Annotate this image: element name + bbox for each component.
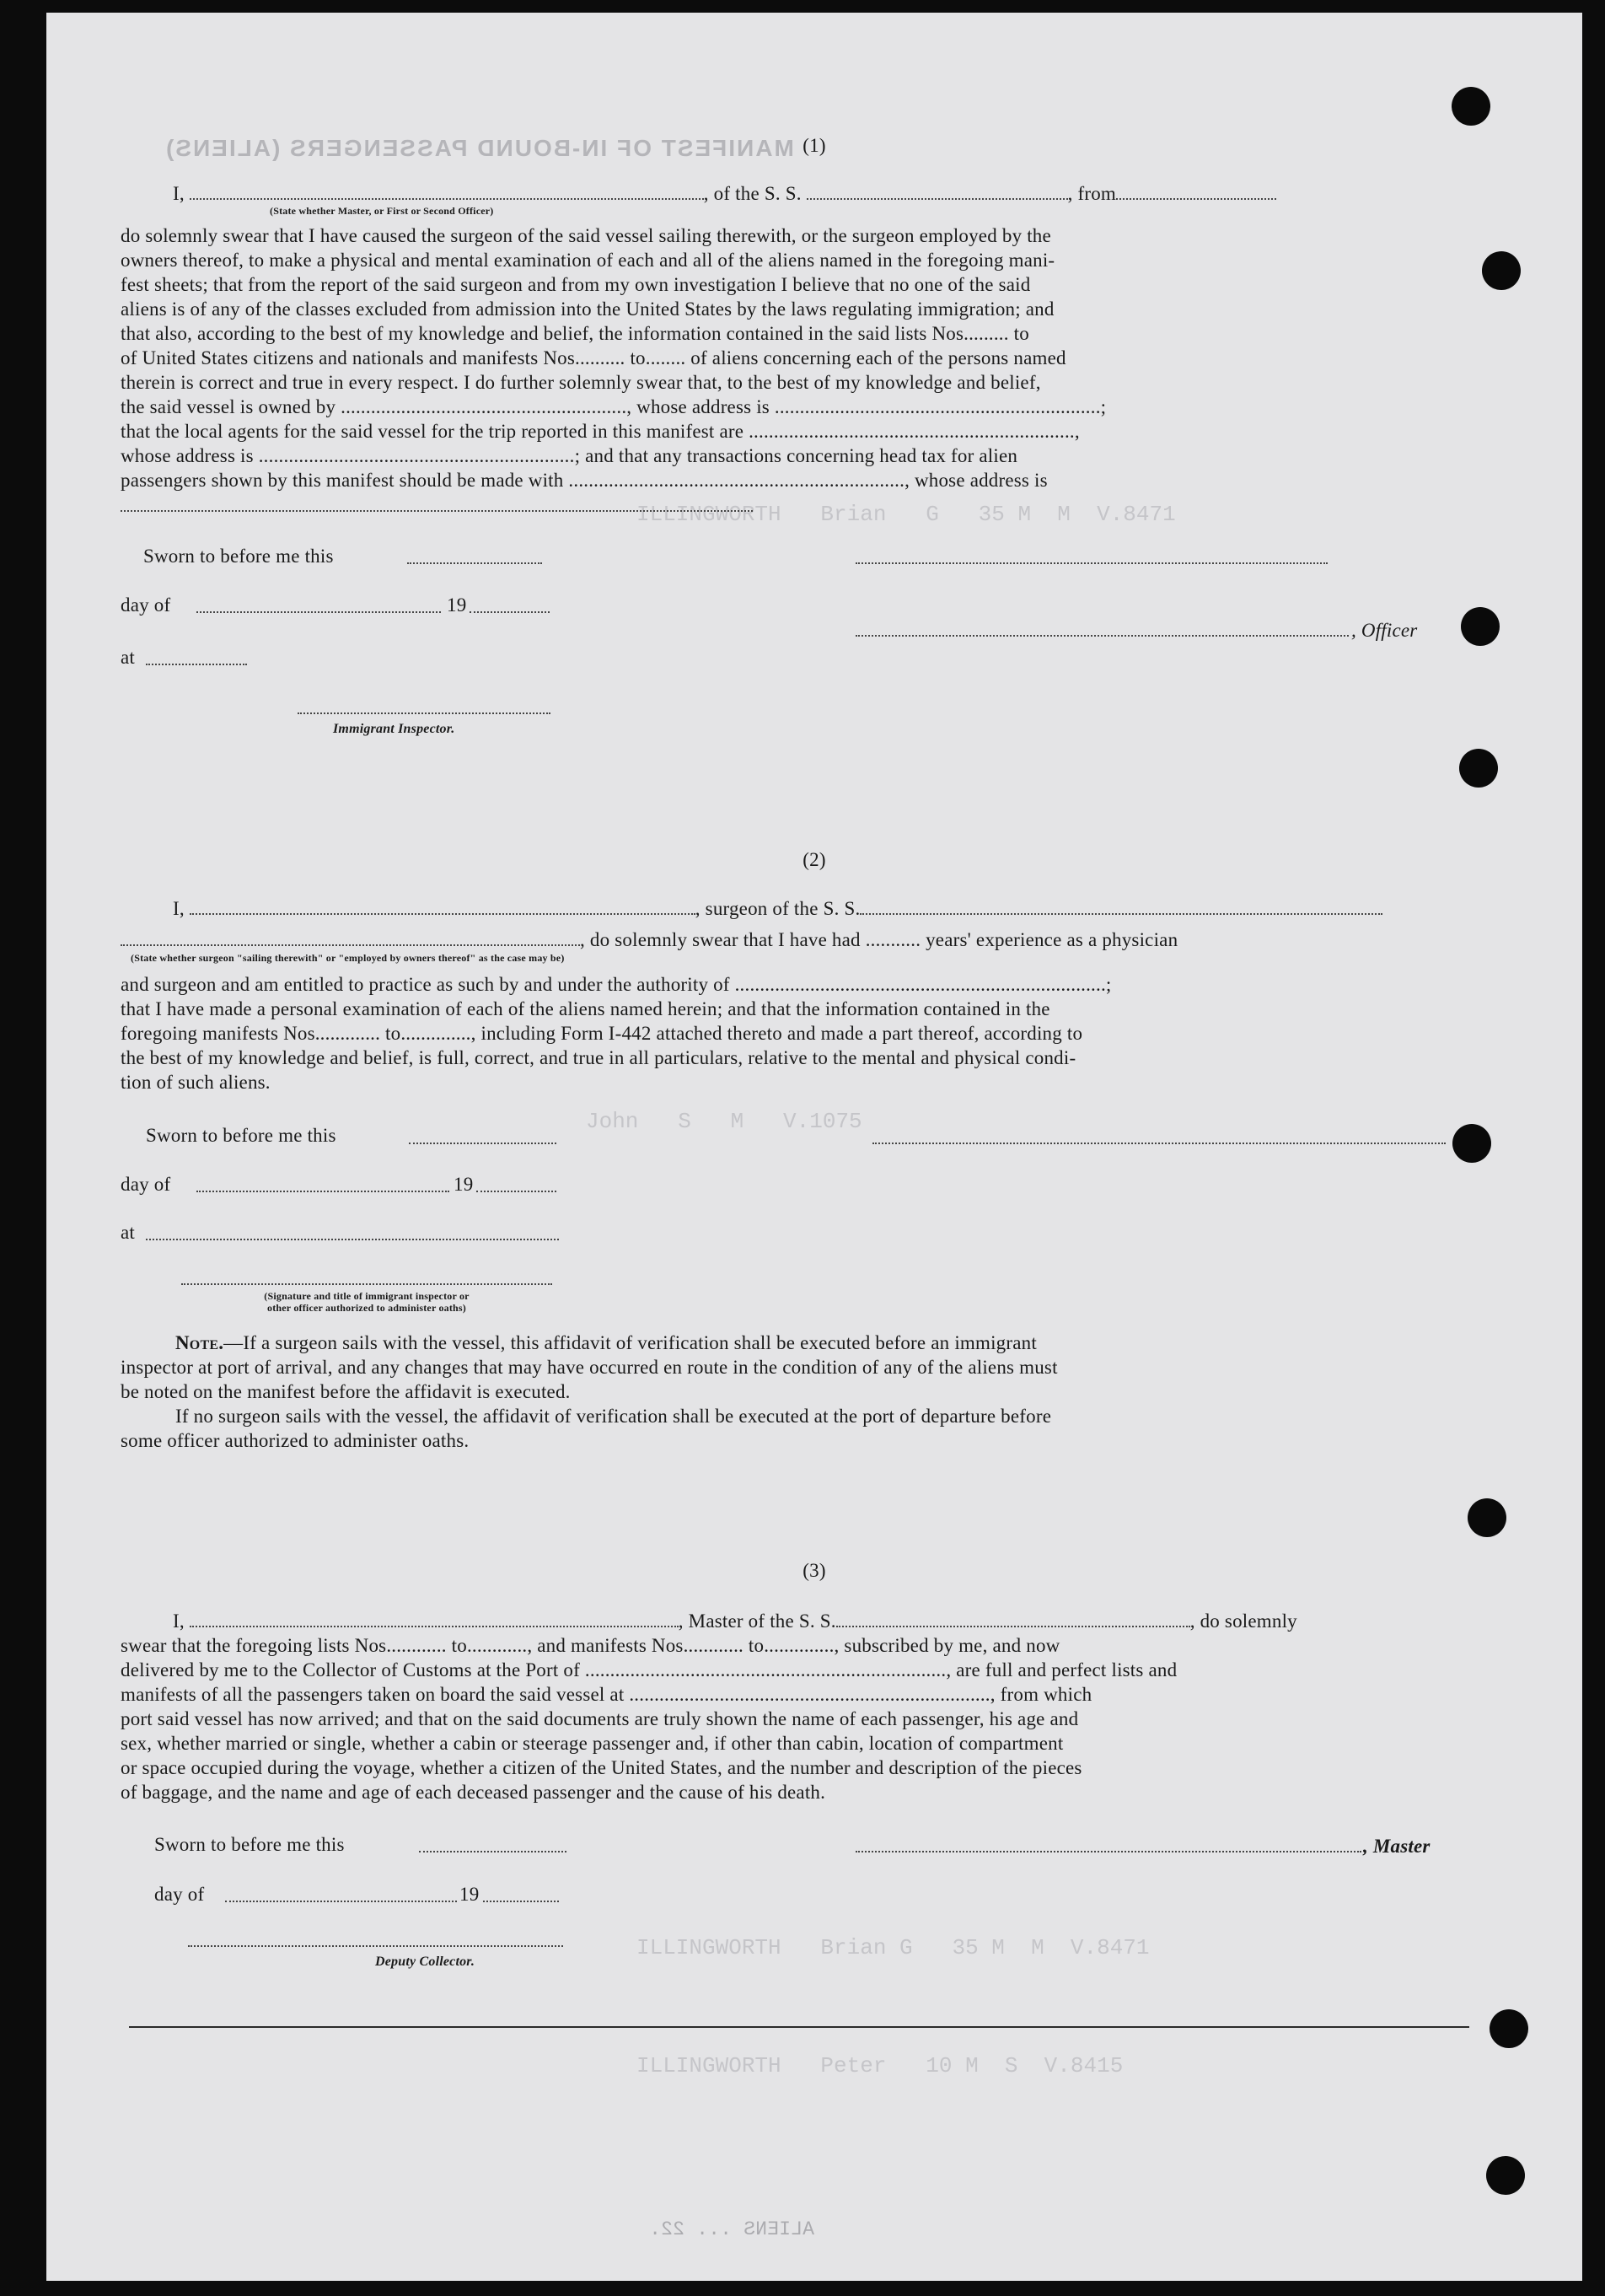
signature-note-line: (Signature and title of immigrant inspector or: [264, 1290, 470, 1302]
punch-hole: [1452, 1124, 1491, 1163]
solemnly-label: , do solemnly: [1189, 1610, 1297, 1632]
day-of-label: day of: [154, 1884, 205, 1905]
bleed-through-text: ILLINGWORTH Peter 10 M S V.8415: [636, 2053, 1124, 2078]
sworn-date-field[interactable]: [407, 562, 542, 564]
bleed-through-text: ILLINGWORTH Brian G 35 M M V.8471: [636, 502, 1176, 527]
sworn-date-field[interactable]: [419, 1851, 566, 1852]
at-field[interactable]: [146, 1239, 559, 1240]
punch-hole: [1468, 1498, 1506, 1537]
address-field[interactable]: [121, 510, 753, 512]
body-line: tion of such aliens.: [121, 1072, 271, 1093]
year-field[interactable]: [476, 1191, 556, 1192]
day-field[interactable]: [196, 611, 441, 613]
master-ss-label: , Master of the S. S.: [678, 1610, 836, 1632]
section-3-oath-line: [173, 1609, 1297, 1633]
inspector-signature-field[interactable]: [298, 712, 550, 714]
year-field[interactable]: [470, 611, 550, 613]
of-ss-label: , of the S. S.: [703, 183, 807, 204]
master-name-field[interactable]: [190, 198, 704, 200]
body-line: the best of my knowledge and belief, is full, correct, and true in all particulars, relative to the mental and physical condi-: [121, 1047, 1076, 1068]
note-label: Note.: [175, 1332, 224, 1353]
body-line: passengers shown by this manifest should be made with ..................................................................., whose address is: [121, 470, 1048, 491]
section-1-number: (1): [802, 135, 826, 156]
year-prefix: 19: [459, 1884, 480, 1905]
punch-hole: [1486, 2156, 1525, 2195]
body-line: that I have made a personal examination of each of the aliens named herein; and that the information contained in the: [121, 998, 1050, 1019]
inspector-signature-field[interactable]: [181, 1283, 552, 1285]
body-line: fest sheets; that from the report of the said surgeon and from my own investigation I believe that no one of the said: [121, 274, 1031, 295]
punch-hole: [1459, 749, 1498, 788]
master-vessel-field[interactable]: [836, 1626, 1190, 1627]
note-line: be noted on the manifest before the affidavit is executed.: [121, 1381, 571, 1402]
bottom-divider: [129, 2026, 1469, 2028]
note-text: —If a surgeon sails with the vessel, this affidavit of verification shall be executed before an immigrant: [223, 1332, 1037, 1353]
body-line: therein is correct and true in every respect. I do further solemnly swear that, to the best of my knowledge and belief,: [121, 372, 1041, 393]
note-line: [175, 1331, 1037, 1355]
year-prefix: 19: [447, 594, 467, 616]
sworn-label: Sworn to before me this: [143, 546, 334, 567]
section-1-oath-line: [173, 181, 1463, 206]
surgeon-name-field[interactable]: [190, 913, 695, 915]
pronoun-i: I,: [173, 1610, 190, 1632]
body-line: or space occupied during the voyage, whether a citizen of the United States, and the number and description of the pieces: [121, 1757, 1082, 1778]
day-field[interactable]: [196, 1191, 449, 1192]
punch-hole: [1490, 2009, 1528, 2048]
body-line: whose address is ...............................................................; and that any transactions concerning head tax for alien: [121, 445, 1018, 466]
master-note: (State whether Master, or First or Second Officer): [270, 205, 494, 217]
note-line: some officer authorized to administer oaths.: [121, 1430, 470, 1451]
body-line: owners thereof, to make a physical and mental examination of each and all of the aliens named in the foregoing mani-: [121, 250, 1055, 271]
body-line: of baggage, and the name and age of each deceased passenger and the cause of his death.: [121, 1782, 826, 1803]
sworn-date-field[interactable]: [409, 1143, 556, 1144]
year-field[interactable]: [483, 1901, 559, 1902]
day-of-label: day of: [121, 594, 171, 616]
master-name-field[interactable]: [190, 1626, 679, 1627]
sworn-label: Sworn to before me this: [146, 1125, 336, 1146]
at-label: at: [121, 1222, 135, 1243]
sworn-label: Sworn to before me this: [154, 1834, 345, 1855]
punch-hole: [1461, 607, 1500, 646]
body-line: swear that the foregoing lists Nos............ to............, and manifests Nos............ to.............., subscribed by me, and now: [121, 1635, 1060, 1656]
body-line: that the local agents for the said vessel for the trip reported in this manifest are .................................................................,: [121, 421, 1080, 442]
day-field[interactable]: [225, 1901, 457, 1902]
body-line: foregoing manifests Nos............. to.............., including Form I-442 attached thereto and made a part thereof, according to: [121, 1023, 1083, 1044]
note-line: If no surgeon sails with the vessel, the affidavit of verification shall be executed at the port of departure before: [175, 1406, 1052, 1427]
punch-hole: [1452, 87, 1490, 126]
officer-field[interactable]: [856, 635, 1349, 637]
master-signature-field[interactable]: [856, 1851, 1361, 1852]
note-line: inspector at port of arrival, and any changes that may have occurred en route in the condition of any of the aliens must: [121, 1357, 1058, 1378]
section-3-number: (3): [802, 1560, 826, 1581]
body-line: and surgeon and am entitled to practice as such by and under the authority of ..........................................................................;: [121, 974, 1112, 995]
pronoun-i: I,: [173, 898, 190, 919]
surgeon-ss-label: , surgeon of the S. S.: [695, 898, 861, 919]
body-line: that also, according to the best of my knowledge and belief, the information contained in the said lists Nos......... to: [121, 323, 1029, 344]
page-number-bleed: ALIENS ... 22.: [649, 2218, 815, 2240]
pronoun-i: I,: [173, 183, 190, 204]
section-2-line-2: [121, 928, 1178, 952]
surgeon-state-note: (State whether surgeon "sailing therewith" or "employed by owners thereof" as the case may be): [131, 952, 565, 964]
at-label: at: [121, 647, 135, 668]
body-line: sex, whether married or single, whether a cabin or steerage passenger and, if other than cabin, location of compartment: [121, 1733, 1064, 1754]
officer-signature-field[interactable]: [856, 562, 1328, 564]
body-line: aliens is of any of the classes excluded from admission into the United States by the laws regulating immigration; and: [121, 298, 1055, 320]
section-2-oath-line: [173, 896, 1382, 921]
body-line: manifests of all the passengers taken on board the said vessel at ........................................................................, from which: [121, 1684, 1092, 1705]
bleed-through-text: ILLINGWORTH Brian G 35 M M V.8471: [636, 1935, 1150, 1960]
officer-label: , Officer: [1351, 620, 1418, 641]
inspector-label: Immigrant Inspector.: [333, 722, 455, 736]
signature-note: [164, 1290, 569, 1314]
year-prefix: 19: [454, 1174, 474, 1195]
bleed-through-header: MANIFEST OF IN-BOUND PASSENGERS (ALIENS): [164, 135, 794, 161]
body-line: delivered by me to the Collector of Customs at the Port of ........................................................................, are full and perfect lists and: [121, 1659, 1178, 1680]
from-label: , from: [1067, 183, 1117, 204]
body-line: of United States citizens and nationals and manifests Nos.......... to........ of aliens concerning each of the persons named: [121, 347, 1066, 368]
body-line: do solemnly swear that I have caused the surgeon of the said vessel sailing therewith, or the surgeon employed by the: [121, 225, 1051, 246]
surgeon-vessel-field[interactable]: [860, 913, 1382, 915]
collector-signature-field[interactable]: [188, 1945, 563, 1947]
punch-hole: [1482, 251, 1521, 290]
day-of-label: day of: [121, 1174, 171, 1195]
bleed-through-text: John S M V.1075: [586, 1109, 862, 1134]
experience-text: , do solemnly swear that I have had ........... years' experience as a physician: [580, 929, 1178, 950]
vessel-name-field[interactable]: [807, 198, 1068, 200]
at-field[interactable]: [146, 664, 247, 665]
surgeon-signature-field[interactable]: [872, 1143, 1446, 1144]
body-line: port said vessel has now arrived; and that on the said documents are truly shown the name of each passenger, his age and: [121, 1708, 1079, 1729]
from-port-field[interactable]: [1116, 198, 1276, 200]
body-line: the said vessel is owned by ........................................................., whose address is .................................................................;: [121, 396, 1107, 417]
signature-note-line: other officer authorized to administer oaths): [267, 1302, 466, 1314]
section-2-number: (2): [802, 849, 826, 870]
surgeon-status-field[interactable]: [121, 944, 580, 946]
deputy-collector-label: Deputy Collector.: [375, 1955, 475, 1969]
master-label: , Master: [1363, 1836, 1431, 1857]
manifest-page: [46, 13, 1582, 2281]
